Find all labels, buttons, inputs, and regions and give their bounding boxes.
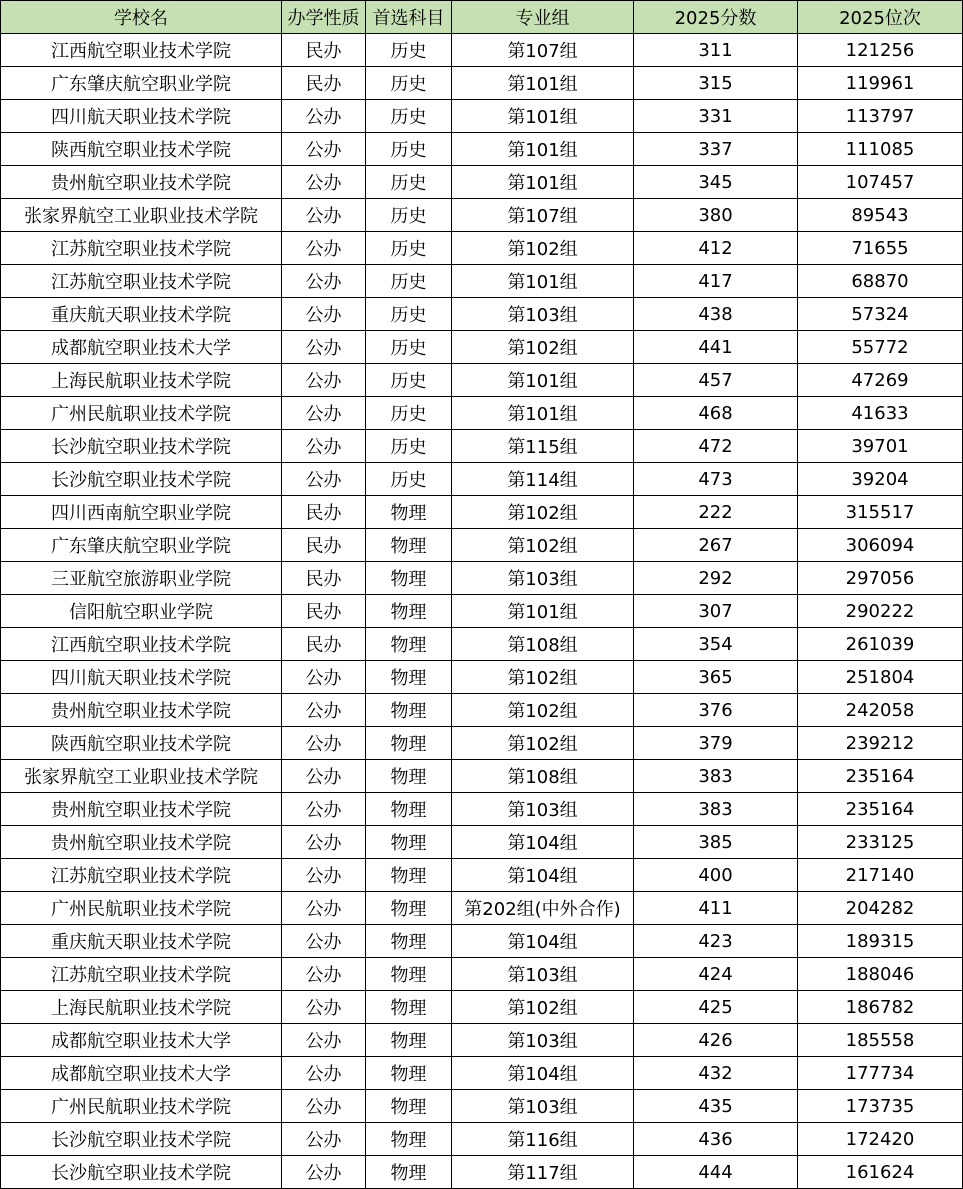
cell-school-type: 公办 bbox=[282, 1156, 366, 1189]
cell-score: 365 bbox=[634, 661, 798, 694]
table-row bbox=[1, 760, 963, 793]
cell-school-name: 江苏航空职业技术学院 bbox=[1, 958, 282, 991]
table-row bbox=[1, 430, 963, 463]
cell-school-type: 公办 bbox=[282, 694, 366, 727]
cell-major-group: 第202组(中外合作) bbox=[452, 892, 634, 925]
cell-primary-subject: 物理 bbox=[366, 991, 452, 1024]
cell-school-type: 公办 bbox=[282, 199, 366, 232]
table-row bbox=[1, 1024, 963, 1057]
table-row bbox=[1, 595, 963, 628]
cell-primary-subject: 历史 bbox=[366, 199, 452, 232]
table-row bbox=[1, 1090, 963, 1123]
cell-score: 400 bbox=[634, 859, 798, 892]
table-row bbox=[1, 727, 963, 760]
cell-school-type: 民办 bbox=[282, 496, 366, 529]
table-row bbox=[1, 1057, 963, 1090]
cell-school-type: 民办 bbox=[282, 628, 366, 661]
cell-score: 267 bbox=[634, 529, 798, 562]
cell-school-name: 四川航天职业技术学院 bbox=[1, 100, 282, 133]
cell-rank: 185558 bbox=[798, 1024, 963, 1057]
header-rank-2025: 2025位次 bbox=[798, 1, 963, 34]
cell-primary-subject: 历史 bbox=[366, 331, 452, 364]
cell-rank: 71655 bbox=[798, 232, 963, 265]
cell-school-name: 重庆航天职业技术学院 bbox=[1, 298, 282, 331]
cell-primary-subject: 物理 bbox=[366, 661, 452, 694]
cell-school-type: 民办 bbox=[282, 562, 366, 595]
cell-primary-subject: 物理 bbox=[366, 958, 452, 991]
cell-major-group: 第108组 bbox=[452, 628, 634, 661]
cell-rank: 55772 bbox=[798, 331, 963, 364]
cell-major-group: 第104组 bbox=[452, 826, 634, 859]
cell-major-group: 第101组 bbox=[452, 133, 634, 166]
cell-school-name: 陕西航空职业技术学院 bbox=[1, 727, 282, 760]
cell-major-group: 第101组 bbox=[452, 67, 634, 100]
cell-score: 383 bbox=[634, 760, 798, 793]
cell-school-name: 江苏航空职业技术学院 bbox=[1, 232, 282, 265]
cell-rank: 242058 bbox=[798, 694, 963, 727]
cell-major-group: 第104组 bbox=[452, 859, 634, 892]
cell-primary-subject: 历史 bbox=[366, 364, 452, 397]
cell-score: 315 bbox=[634, 67, 798, 100]
table-row bbox=[1, 100, 963, 133]
cell-rank: 186782 bbox=[798, 991, 963, 1024]
cell-rank: 217140 bbox=[798, 859, 963, 892]
cell-score: 337 bbox=[634, 133, 798, 166]
cell-school-type: 公办 bbox=[282, 826, 366, 859]
cell-primary-subject: 历史 bbox=[366, 298, 452, 331]
cell-major-group: 第117组 bbox=[452, 1156, 634, 1189]
header-school-type: 办学性质 bbox=[282, 1, 366, 34]
table-row bbox=[1, 298, 963, 331]
cell-primary-subject: 物理 bbox=[366, 529, 452, 562]
cell-score: 417 bbox=[634, 265, 798, 298]
table-body bbox=[1, 34, 963, 1189]
table-row bbox=[1, 958, 963, 991]
cell-rank: 204282 bbox=[798, 892, 963, 925]
cell-major-group: 第101组 bbox=[452, 265, 634, 298]
table-row bbox=[1, 859, 963, 892]
cell-score: 424 bbox=[634, 958, 798, 991]
cell-major-group: 第107组 bbox=[452, 199, 634, 232]
cell-primary-subject: 物理 bbox=[366, 496, 452, 529]
cell-rank: 188046 bbox=[798, 958, 963, 991]
table-row bbox=[1, 694, 963, 727]
cell-rank: 306094 bbox=[798, 529, 963, 562]
cell-school-type: 公办 bbox=[282, 166, 366, 199]
cell-rank: 89543 bbox=[798, 199, 963, 232]
cell-school-name: 成都航空职业技术大学 bbox=[1, 1024, 282, 1057]
cell-major-group: 第102组 bbox=[452, 991, 634, 1024]
cell-school-type: 公办 bbox=[282, 298, 366, 331]
cell-school-name: 信阳航空职业学院 bbox=[1, 595, 282, 628]
cell-score: 345 bbox=[634, 166, 798, 199]
table-row bbox=[1, 463, 963, 496]
cell-school-name: 三亚航空旅游职业学院 bbox=[1, 562, 282, 595]
table-row bbox=[1, 529, 963, 562]
cell-primary-subject: 历史 bbox=[366, 397, 452, 430]
table-row bbox=[1, 826, 963, 859]
cell-school-name: 长沙航空职业技术学院 bbox=[1, 430, 282, 463]
cell-school-type: 民办 bbox=[282, 67, 366, 100]
cell-primary-subject: 物理 bbox=[366, 859, 452, 892]
cell-score: 472 bbox=[634, 430, 798, 463]
cell-major-group: 第101组 bbox=[452, 397, 634, 430]
cell-rank: 177734 bbox=[798, 1057, 963, 1090]
cell-school-type: 民办 bbox=[282, 529, 366, 562]
table-row bbox=[1, 1123, 963, 1156]
cell-primary-subject: 物理 bbox=[366, 793, 452, 826]
cell-primary-subject: 物理 bbox=[366, 694, 452, 727]
cell-primary-subject: 物理 bbox=[366, 826, 452, 859]
cell-major-group: 第102组 bbox=[452, 694, 634, 727]
cell-score: 331 bbox=[634, 100, 798, 133]
table-row bbox=[1, 1156, 963, 1189]
table-row bbox=[1, 793, 963, 826]
cell-school-name: 成都航空职业技术大学 bbox=[1, 1057, 282, 1090]
cell-score: 385 bbox=[634, 826, 798, 859]
cell-school-name: 陕西航空职业技术学院 bbox=[1, 133, 282, 166]
table-row bbox=[1, 661, 963, 694]
table-row bbox=[1, 232, 963, 265]
table-row bbox=[1, 496, 963, 529]
table-row bbox=[1, 199, 963, 232]
cell-major-group: 第104组 bbox=[452, 1057, 634, 1090]
cell-score: 436 bbox=[634, 1123, 798, 1156]
cell-school-name: 江西航空职业技术学院 bbox=[1, 628, 282, 661]
cell-school-name: 上海民航职业技术学院 bbox=[1, 991, 282, 1024]
cell-major-group: 第104组 bbox=[452, 925, 634, 958]
cell-major-group: 第103组 bbox=[452, 1024, 634, 1057]
cell-school-type: 公办 bbox=[282, 100, 366, 133]
cell-major-group: 第102组 bbox=[452, 232, 634, 265]
cell-rank: 119961 bbox=[798, 67, 963, 100]
cell-school-type: 公办 bbox=[282, 265, 366, 298]
header-primary-subject: 首选科目 bbox=[366, 1, 452, 34]
cell-rank: 239212 bbox=[798, 727, 963, 760]
cell-score: 383 bbox=[634, 793, 798, 826]
cell-school-name: 重庆航天职业技术学院 bbox=[1, 925, 282, 958]
cell-primary-subject: 物理 bbox=[366, 562, 452, 595]
table-row bbox=[1, 133, 963, 166]
header-school-name: 学校名 bbox=[1, 1, 282, 34]
cell-score: 432 bbox=[634, 1057, 798, 1090]
cell-primary-subject: 物理 bbox=[366, 727, 452, 760]
table-row bbox=[1, 892, 963, 925]
cell-rank: 111085 bbox=[798, 133, 963, 166]
header-row bbox=[1, 1, 963, 34]
table-row bbox=[1, 265, 963, 298]
cell-score: 435 bbox=[634, 1090, 798, 1123]
cell-score: 411 bbox=[634, 892, 798, 925]
cell-school-name: 长沙航空职业技术学院 bbox=[1, 1156, 282, 1189]
cell-major-group: 第101组 bbox=[452, 166, 634, 199]
table-row bbox=[1, 925, 963, 958]
cell-score: 376 bbox=[634, 694, 798, 727]
cell-score: 423 bbox=[634, 925, 798, 958]
cell-school-type: 公办 bbox=[282, 1024, 366, 1057]
cell-rank: 251804 bbox=[798, 661, 963, 694]
cell-score: 457 bbox=[634, 364, 798, 397]
cell-school-type: 民办 bbox=[282, 595, 366, 628]
cell-major-group: 第101组 bbox=[452, 595, 634, 628]
cell-school-name: 江西航空职业技术学院 bbox=[1, 34, 282, 67]
cell-primary-subject: 历史 bbox=[366, 133, 452, 166]
cell-rank: 173735 bbox=[798, 1090, 963, 1123]
cell-major-group: 第102组 bbox=[452, 661, 634, 694]
cell-school-name: 江苏航空职业技术学院 bbox=[1, 859, 282, 892]
table-row bbox=[1, 397, 963, 430]
cell-major-group: 第101组 bbox=[452, 364, 634, 397]
cell-major-group: 第103组 bbox=[452, 1090, 634, 1123]
cell-score: 222 bbox=[634, 496, 798, 529]
cell-major-group: 第114组 bbox=[452, 463, 634, 496]
cell-school-name: 广州民航职业技术学院 bbox=[1, 397, 282, 430]
header-major-group: 专业组 bbox=[452, 1, 634, 34]
cell-school-type: 公办 bbox=[282, 397, 366, 430]
cell-school-name: 四川西南航空职业学院 bbox=[1, 496, 282, 529]
cell-school-name: 贵州航空职业技术学院 bbox=[1, 694, 282, 727]
cell-major-group: 第116组 bbox=[452, 1123, 634, 1156]
cell-school-type: 公办 bbox=[282, 892, 366, 925]
cell-school-name: 长沙航空职业技术学院 bbox=[1, 1123, 282, 1156]
cell-major-group: 第103组 bbox=[452, 298, 634, 331]
cell-major-group: 第103组 bbox=[452, 958, 634, 991]
cell-school-name: 成都航空职业技术大学 bbox=[1, 331, 282, 364]
cell-school-name: 贵州航空职业技术学院 bbox=[1, 166, 282, 199]
cell-score: 438 bbox=[634, 298, 798, 331]
cell-primary-subject: 物理 bbox=[366, 1123, 452, 1156]
cell-school-type: 公办 bbox=[282, 760, 366, 793]
cell-school-type: 公办 bbox=[282, 1057, 366, 1090]
table-row bbox=[1, 67, 963, 100]
cell-score: 426 bbox=[634, 1024, 798, 1057]
cell-major-group: 第115组 bbox=[452, 430, 634, 463]
cell-primary-subject: 物理 bbox=[366, 628, 452, 661]
cell-major-group: 第103组 bbox=[452, 793, 634, 826]
cell-rank: 261039 bbox=[798, 628, 963, 661]
cell-score: 425 bbox=[634, 991, 798, 1024]
cell-primary-subject: 历史 bbox=[366, 67, 452, 100]
cell-school-type: 公办 bbox=[282, 793, 366, 826]
cell-score: 412 bbox=[634, 232, 798, 265]
cell-school-type: 公办 bbox=[282, 463, 366, 496]
cell-primary-subject: 历史 bbox=[366, 430, 452, 463]
cell-primary-subject: 物理 bbox=[366, 595, 452, 628]
cell-school-type: 公办 bbox=[282, 232, 366, 265]
cell-score: 441 bbox=[634, 331, 798, 364]
cell-school-type: 公办 bbox=[282, 430, 366, 463]
cell-score: 468 bbox=[634, 397, 798, 430]
cell-rank: 297056 bbox=[798, 562, 963, 595]
cell-rank: 235164 bbox=[798, 760, 963, 793]
cell-rank: 172420 bbox=[798, 1123, 963, 1156]
cell-school-name: 贵州航空职业技术学院 bbox=[1, 793, 282, 826]
cell-school-name: 广东肇庆航空职业学院 bbox=[1, 67, 282, 100]
cell-rank: 39204 bbox=[798, 463, 963, 496]
cell-school-name: 上海民航职业技术学院 bbox=[1, 364, 282, 397]
cell-rank: 113797 bbox=[798, 100, 963, 133]
table-row bbox=[1, 166, 963, 199]
cell-primary-subject: 物理 bbox=[366, 925, 452, 958]
cell-school-type: 民办 bbox=[282, 34, 366, 67]
cell-school-type: 公办 bbox=[282, 859, 366, 892]
cell-school-type: 公办 bbox=[282, 661, 366, 694]
cell-school-name: 江苏航空职业技术学院 bbox=[1, 265, 282, 298]
cell-rank: 39701 bbox=[798, 430, 963, 463]
cell-score: 379 bbox=[634, 727, 798, 760]
cell-school-type: 公办 bbox=[282, 1090, 366, 1123]
cell-primary-subject: 历史 bbox=[366, 265, 452, 298]
cell-rank: 121256 bbox=[798, 34, 963, 67]
cell-rank: 68870 bbox=[798, 265, 963, 298]
cell-school-name: 贵州航空职业技术学院 bbox=[1, 826, 282, 859]
cell-primary-subject: 物理 bbox=[366, 760, 452, 793]
cell-rank: 41633 bbox=[798, 397, 963, 430]
cell-score: 292 bbox=[634, 562, 798, 595]
cell-school-type: 公办 bbox=[282, 1123, 366, 1156]
header-score-2025: 2025分数 bbox=[634, 1, 798, 34]
cell-school-name: 张家界航空工业职业技术学院 bbox=[1, 760, 282, 793]
cell-major-group: 第101组 bbox=[452, 100, 634, 133]
table-row bbox=[1, 364, 963, 397]
cell-school-name: 广东肇庆航空职业学院 bbox=[1, 529, 282, 562]
cell-score: 307 bbox=[634, 595, 798, 628]
cell-school-type: 公办 bbox=[282, 364, 366, 397]
table-row bbox=[1, 991, 963, 1024]
cell-major-group: 第102组 bbox=[452, 496, 634, 529]
cell-rank: 47269 bbox=[798, 364, 963, 397]
cell-primary-subject: 历史 bbox=[366, 100, 452, 133]
cell-rank: 57324 bbox=[798, 298, 963, 331]
cell-school-name: 广州民航职业技术学院 bbox=[1, 1090, 282, 1123]
cell-school-type: 公办 bbox=[282, 991, 366, 1024]
cell-primary-subject: 物理 bbox=[366, 1057, 452, 1090]
table-row bbox=[1, 331, 963, 364]
cell-school-name: 四川航天职业技术学院 bbox=[1, 661, 282, 694]
cell-primary-subject: 历史 bbox=[366, 232, 452, 265]
table-row bbox=[1, 628, 963, 661]
cell-primary-subject: 物理 bbox=[366, 1090, 452, 1123]
table-header bbox=[1, 1, 963, 34]
cell-school-name: 广州民航职业技术学院 bbox=[1, 892, 282, 925]
table-row bbox=[1, 34, 963, 67]
cell-rank: 315517 bbox=[798, 496, 963, 529]
cell-rank: 290222 bbox=[798, 595, 963, 628]
cell-school-type: 公办 bbox=[282, 727, 366, 760]
cell-major-group: 第103组 bbox=[452, 562, 634, 595]
cell-score: 354 bbox=[634, 628, 798, 661]
cell-school-type: 公办 bbox=[282, 133, 366, 166]
cell-primary-subject: 历史 bbox=[366, 166, 452, 199]
cell-school-name: 张家界航空工业职业技术学院 bbox=[1, 199, 282, 232]
cell-rank: 189315 bbox=[798, 925, 963, 958]
cell-school-name: 长沙航空职业技术学院 bbox=[1, 463, 282, 496]
cell-score: 473 bbox=[634, 463, 798, 496]
cell-major-group: 第108组 bbox=[452, 760, 634, 793]
cell-rank: 233125 bbox=[798, 826, 963, 859]
table-row bbox=[1, 562, 963, 595]
cell-primary-subject: 物理 bbox=[366, 1024, 452, 1057]
cell-score: 380 bbox=[634, 199, 798, 232]
cell-major-group: 第102组 bbox=[452, 529, 634, 562]
cell-rank: 107457 bbox=[798, 166, 963, 199]
cell-score: 444 bbox=[634, 1156, 798, 1189]
cell-primary-subject: 历史 bbox=[366, 463, 452, 496]
cell-primary-subject: 物理 bbox=[366, 892, 452, 925]
cell-major-group: 第102组 bbox=[452, 727, 634, 760]
cell-rank: 235164 bbox=[798, 793, 963, 826]
cell-rank: 161624 bbox=[798, 1156, 963, 1189]
cell-school-type: 公办 bbox=[282, 331, 366, 364]
cell-score: 311 bbox=[634, 34, 798, 67]
cell-major-group: 第107组 bbox=[452, 34, 634, 67]
cell-school-type: 公办 bbox=[282, 958, 366, 991]
cell-school-type: 公办 bbox=[282, 925, 366, 958]
cell-major-group: 第102组 bbox=[452, 331, 634, 364]
cell-primary-subject: 物理 bbox=[366, 1156, 452, 1189]
cell-primary-subject: 历史 bbox=[366, 34, 452, 67]
